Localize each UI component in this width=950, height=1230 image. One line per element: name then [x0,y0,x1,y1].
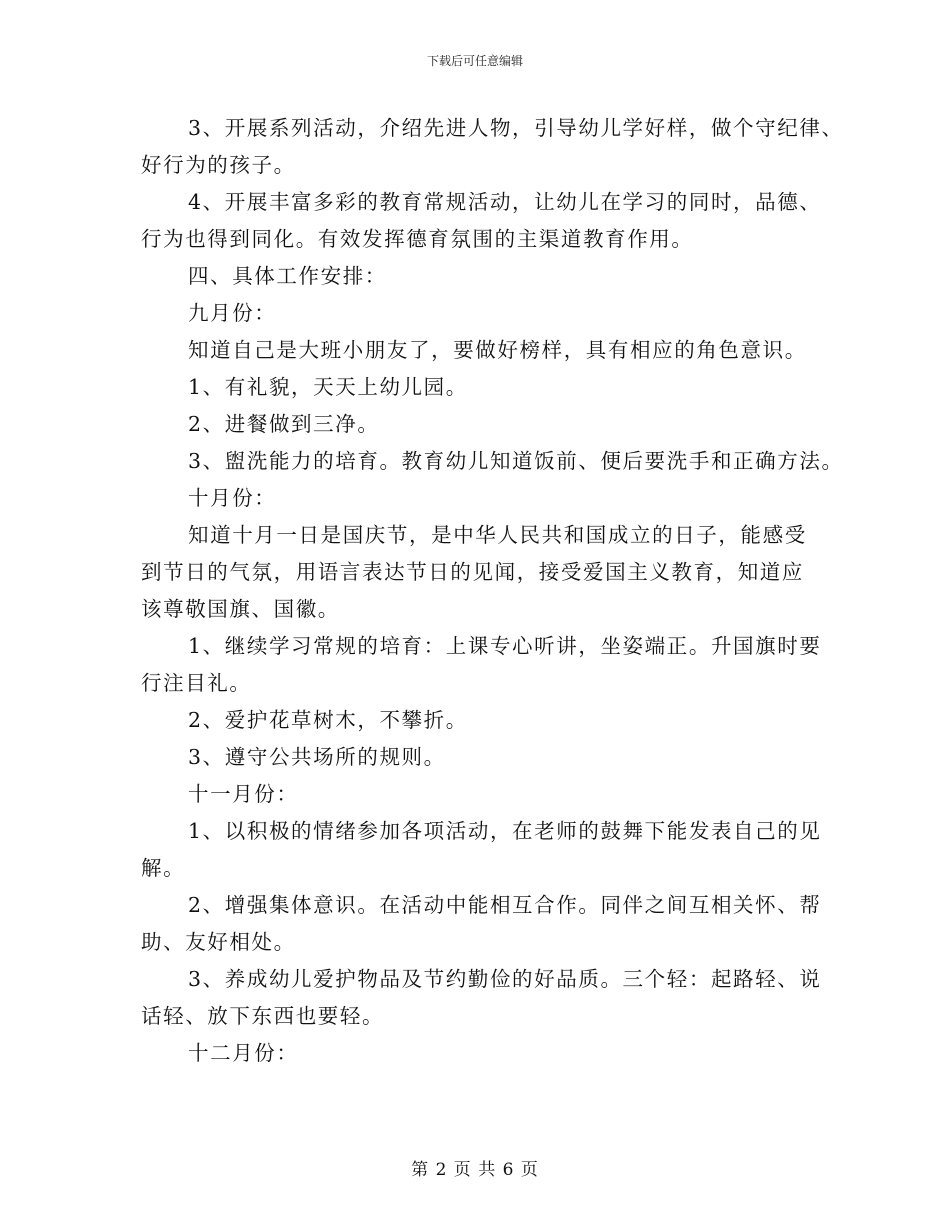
month-heading: 十月份： [188,486,277,510]
list-item: 2、增强集体意识。在活动中能相互合作。同伴之间互相关怀、帮 [188,893,822,917]
page-header: 下载后可任意编辑 [426,54,523,68]
section-heading: 四、具体工作安排： [188,264,387,288]
list-item: 3、盥洗能力的培育。教育幼儿知道饭前、便后要洗手和正确方法。 [188,449,844,473]
paragraph-line: 到节日的气氛，用语言表达节日的见闻，接受爱国主义教育，知道应 [141,560,804,584]
list-item: 3、遵守公共场所的规则。 [188,745,446,769]
month-heading: 九月份： [188,301,277,325]
paragraph-line: 行注目礼。 [141,671,252,695]
paragraph-line: 知道自己是大班小朋友了，要做好榜样，具有相应的角色意识。 [188,338,807,362]
month-heading: 十二月份： [188,1041,299,1065]
list-item: 1、有礼貌，天天上幼儿园。 [188,375,468,399]
paragraph-line: 助、友好相处。 [141,930,296,954]
paragraph-line: 知道十月一日是国庆节，是中华人民共和国成立的日子，能感受 [188,523,807,547]
list-item: 3、养成幼儿爱护物品及节约勤俭的好品质。三个轻：起路轻、说 [188,967,822,991]
paragraph-line: 解。 [141,856,186,880]
paragraph-line: 好行为的孩子。 [141,153,296,177]
paragraph-line: 话轻、放下东西也要轻。 [141,1004,385,1028]
paragraph-line: 行为也得到同化。有效发挥德育氛围的主渠道教育作用。 [141,227,694,251]
list-item: 1、继续学习常规的培育：上课专心听讲，坐姿端正。升国旗时要 [188,634,822,658]
month-heading: 十一月份： [188,782,299,806]
list-item: 1、以积极的情绪参加各项活动，在老师的鼓舞下能发表自己的见 [188,819,822,843]
list-item: 2、进餐做到三净。 [188,412,380,436]
paragraph-line: 4、开展丰富多彩的教育常规活动，让幼儿在学习的同时，品德、 [188,190,822,214]
paragraph-line: 3、开展系列活动，介绍先进人物，引导幼儿学好样，做个守纪律、 [188,116,844,140]
list-item: 2、爱护花草树木，不攀折。 [188,708,468,732]
paragraph-line: 该尊敬国旗、国徽。 [141,597,340,621]
page-number-footer: 第 2 页 共 6 页 [411,1160,539,1180]
